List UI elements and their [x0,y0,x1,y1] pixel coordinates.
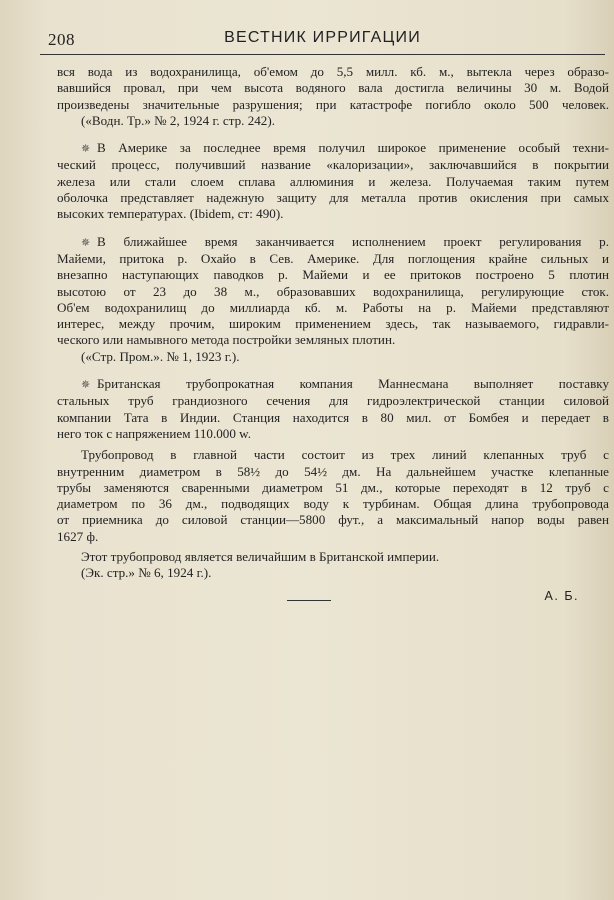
paragraph-calorizing [57,140,609,222]
text-line: Об'ем водохранилищ до миллиарда кб. м. Работы на р. Майеми представляют [57,299,609,315]
journal-title: ВЕСТНИК ИРРИГАЦИИ [224,29,421,46]
text-line: Майеми, притока р. Охайо в Сев. Америке. Для поглощения крайне сильных и [57,250,609,266]
text-line: Трубопровод в главной части состоит из трех линий клепанных труб с [81,447,609,463]
text-line: стальных труб грандиозного сечения для гидроэлектрической станции силовой [57,393,609,409]
text-line: вся вода из водохранилища, об'емом до 5,5 милл. кб. м., вытекла через образо- [57,64,609,79]
paragraph-dam-failure [57,64,609,129]
text-line: компании Тата в Индии. Станция находится в 80 мил. от Бомбея и передает в [57,409,609,425]
asterism-icon: ✵ [81,379,91,392]
text-line: внезапно наступающих паводков р. Майеми и ее притоков построено 5 плотин [57,267,609,283]
author-signature: А. Б. [544,588,579,603]
text-line: ческий процесс, получивший название «калоризации», заключавшийся в покрытии [57,157,609,173]
text-line: ✵ В ближайшее время заканчивается исполнением проект регулирования р. [57,234,609,251]
text-line: трубы заменяются сваренными диаметром 51 дм., которые переходят в 12 труб с [57,479,609,495]
text-line: диаметром по 36 дм., подводящих воду к турбинам. Общая длина трубопровода [57,496,609,512]
paragraph-miami-river [57,234,609,365]
page-number: 208 [48,30,75,49]
text-line: высоких температурах. (Ibidem, ст: 490). [57,206,284,222]
text-line: произведены значительные разрушения; при катастрофе погибло около 500 человек. [57,96,609,112]
source-citation: («Стр. Пром.». № 1, 1923 г.). [81,348,240,364]
bleed-through-texture [70,625,600,885]
text-line: ческого или намывного метода постройки земляных плотин. [57,332,396,348]
text-line: вавшийся провал, при чем высота водяного вала достигла величины 30 м. Водой [57,80,609,96]
text-line: ✵ В Америке за последнее время получил широкое применение особый техни- [57,140,609,157]
text-line: интерес, между прочим, широким применением здесь, так называемого, гидравли- [57,316,609,332]
text-line: него ток с напряжением 110.000 w. [57,425,252,441]
source-citation: («Водн. Тр.» № 2, 1924 г. стр. 242). [81,112,275,128]
text-line: железа или стали слоем сплава аллюминия и железа. Получаемая таким путем [57,173,609,189]
text-line: Этот трубопровод является величайшим в Британской империи. [81,549,440,565]
source-citation: (Эк. стр.» № 6, 1924 г.). [81,565,212,581]
asterism-icon: ✵ [81,236,91,249]
text-line: ✵ Британская трубопрокатная компания Маннесмана выполняет поставку [57,376,609,393]
text-line: внутренним диаметром в 58½ до 54½ дм. На дальнейшем участке клепанные [57,463,609,479]
section-divider [287,600,331,601]
asterism-icon: ✵ [81,143,91,156]
text-line: высотою от 23 до 38 м., образовавших водохранилища, регулирующие сток. [57,283,609,299]
paragraph-mannesmann [57,376,609,442]
text-line: оболочка представляет надежную защиту для металла против окисления при самых [57,190,609,206]
paragraph-largest-pipeline [57,549,609,582]
text-line: 1627 ф. [57,528,99,544]
page-header [40,28,605,55]
text-line: от приемника до силовой станции—5800 фут., а максимальный напор воды равен [57,512,609,528]
paragraph-pipeline [57,447,609,545]
article-body [57,64,609,604]
